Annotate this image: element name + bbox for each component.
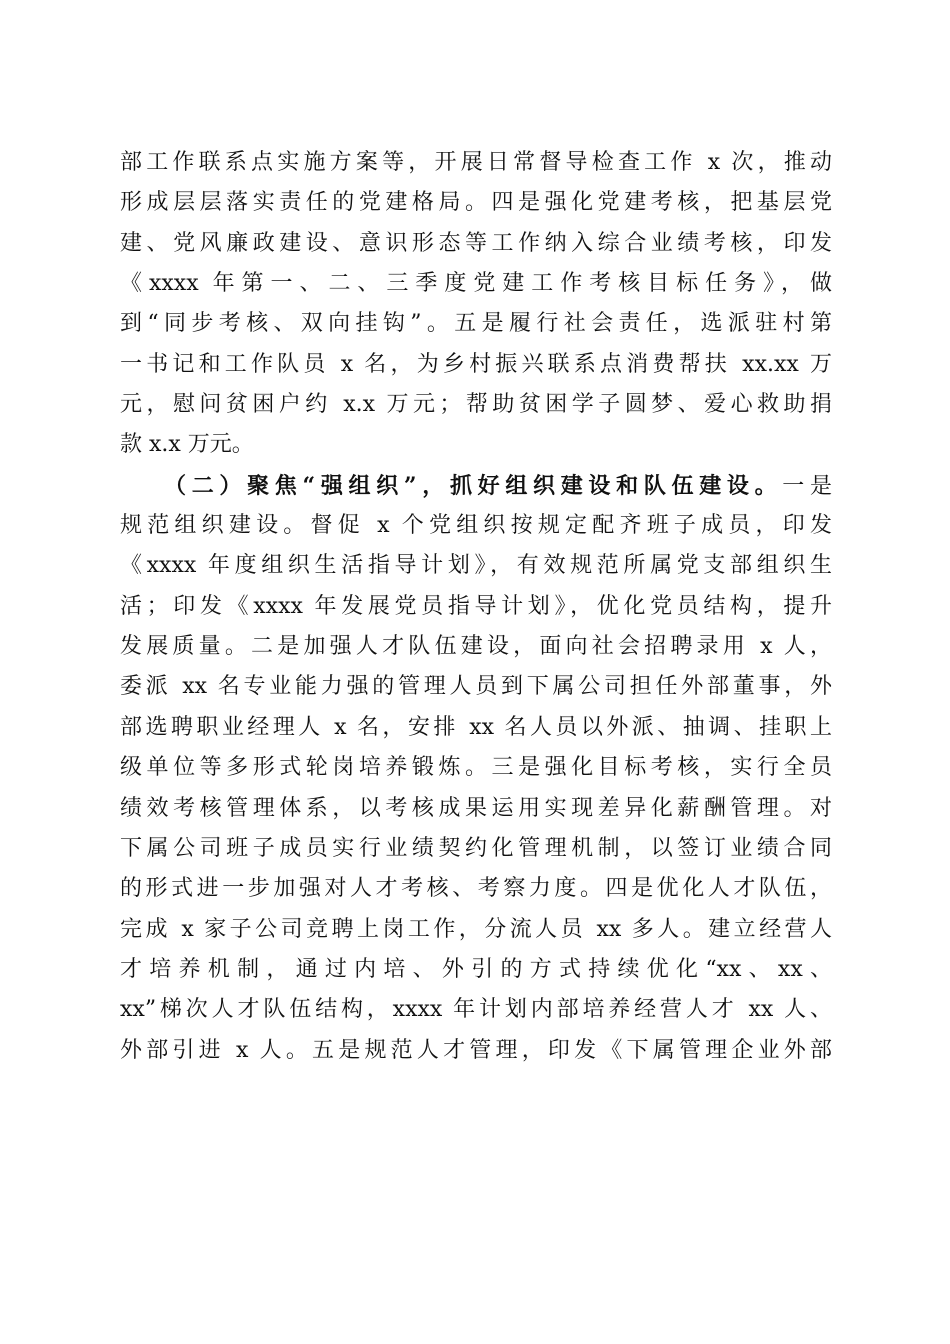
paragraph-2-line-4: 活；印发《xxxx 年发展党员指导计划》，优化党员结构，提升: [120, 593, 832, 619]
paragraph-2-line-1: [120, 466, 832, 506]
paragraph-2-line-12: 完成 x 家子公司竞聘上岗工作，分流人员 xx 多人。建立经营人: [120, 916, 832, 942]
paragraph-2-line-2: 规范组织建设。督促 x 个党组织按规定配齐班子成员，印发: [120, 513, 832, 539]
paragraph-2-line-14: xx”梯次人才队伍结构，xxxx 年计划内部培养经营人才 xx 人、: [120, 997, 832, 1023]
paragraph-2-line-11: 的形式进一步加强对人才考核、考察力度。四是优化人才队伍，: [120, 876, 832, 902]
paragraph-1-line-3: 建、党风廉政建设、意识形态等工作纳入综合业绩考核，印发: [120, 230, 832, 256]
paragraph-2-line-7: 部选聘职业经理人 x 名，安排 xx 名人员以外派、抽调、挂职上: [120, 714, 832, 740]
paragraph-2-line-1-rest: 一是: [782, 473, 832, 499]
paragraph-1-line-7: 元，慰问贫困户约 x.x 万元；帮助贫困学子圆梦、爱心救助捐: [120, 392, 832, 418]
paragraph-2-line-6: 委派 xx 名专业能力强的管理人员到下属公司担任外部董事，外: [120, 674, 832, 700]
paragraph-1-line-2: 形成层层落实责任的党建格局。四是强化党建考核，把基层党: [120, 190, 832, 216]
section-heading: （二）聚焦“强组织”，抓好组织建设和队伍建设。: [164, 472, 783, 499]
paragraph-1-line-8: 款 x.x 万元。: [120, 432, 254, 458]
paragraph-1-line-4: 《xxxx 年第一、二、三季度党建工作考核目标任务》，做: [120, 271, 832, 297]
paragraph-2-line-5: 发展质量。二是加强人才队伍建设，面向社会招聘录用 x 人，: [120, 634, 832, 660]
paragraph-2-line-10: 下属公司班子成员实行业绩契约化管理机制，以签订业绩合同: [120, 835, 832, 861]
paragraph-2-line-13: 才培养机制，通过内培、外引的方式持续优化“xx、xx、: [120, 956, 832, 982]
paragraph-2-line-15: 外部引进 x 人。五是规范人才管理，印发《下属管理企业外部: [120, 1037, 832, 1063]
paragraph-1-line-6: 一书记和工作队员 x 名，为乡村振兴联系点消费帮扶 xx.xx 万: [120, 351, 832, 377]
paragraph-2-line-8: 级单位等多形式轮岗培养锻炼。三是强化目标考核，实行全员: [120, 755, 832, 781]
body-text: [120, 143, 832, 1071]
paragraph-2-line-3: 《xxxx 年度组织生活指导计划》，有效规范所属党支部组织生: [120, 553, 832, 579]
paragraph-1-line-1: 部工作联系点实施方案等，开展日常督导检查工作 x 次，推动: [120, 150, 832, 175]
paragraph-1-line-5: 到“同步考核、双向挂钩”。五是履行社会责任，选派驻村第: [120, 311, 832, 337]
paragraph-2-line-9: 绩效考核管理体系，以考核成果运用实现差异化薪酬管理。对: [120, 795, 832, 821]
